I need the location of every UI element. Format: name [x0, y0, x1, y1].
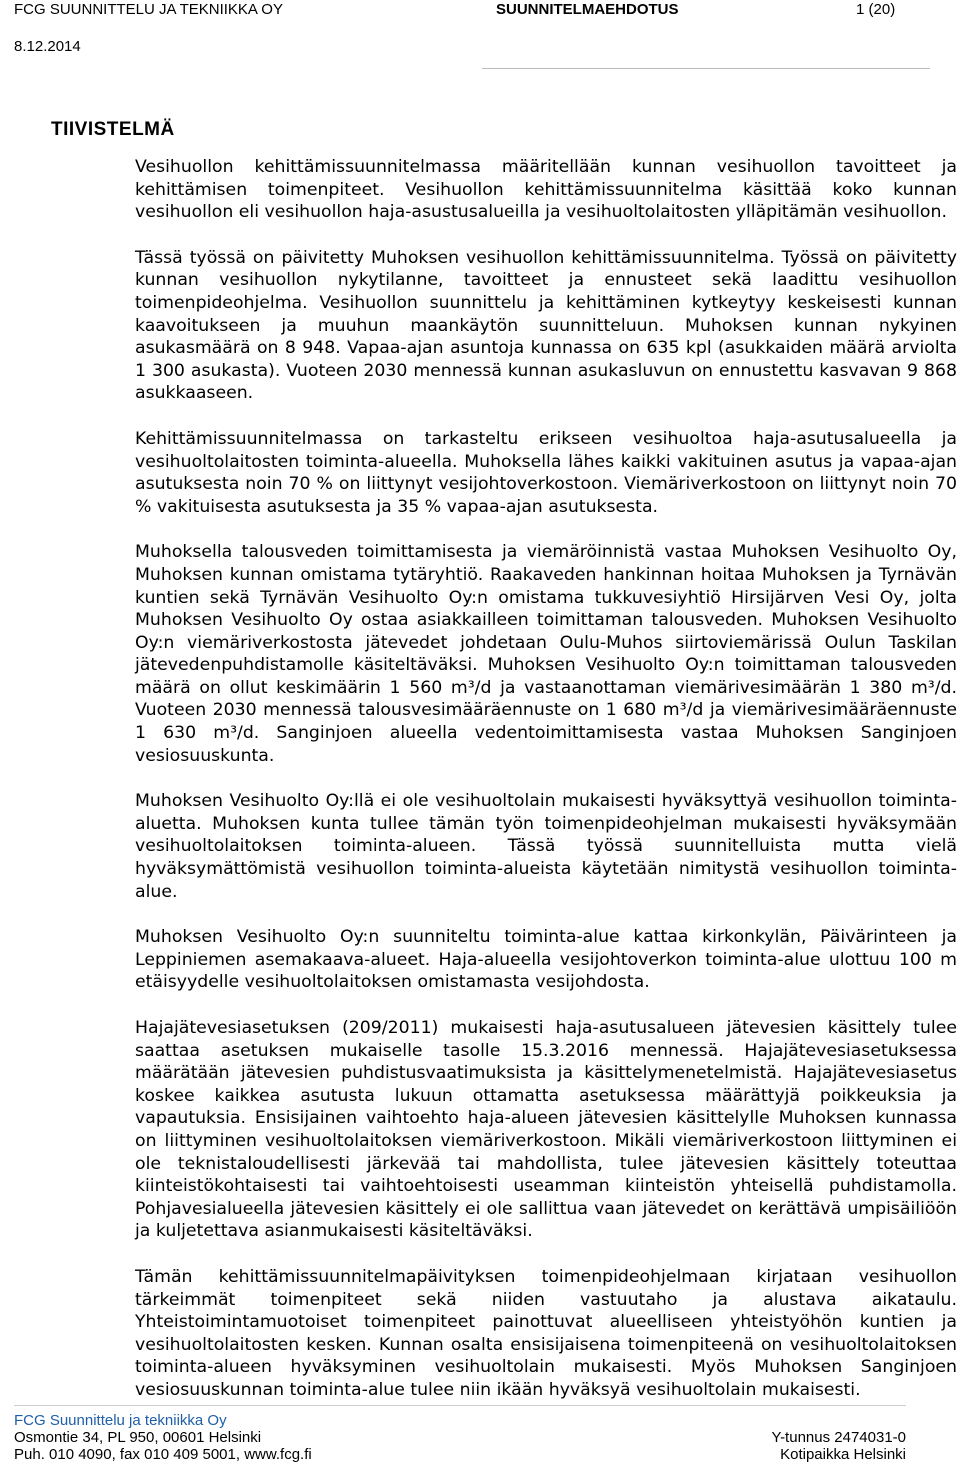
footer-divider — [14, 1405, 906, 1406]
footer-business-id: Y-tunnus 2474031-0 — [771, 1429, 906, 1446]
header-date: 8.12.2014 — [14, 38, 81, 55]
footer-address: Osmontie 34, PL 950, 00601 Helsinki — [14, 1429, 262, 1446]
paragraph: Tämän kehittämissuunnitelmapäivityksen toimenpideohjelmaan kirjataan vesihuollon tärkeimmät toimenpiteet sekä niiden vastuutaho ja alustava aikataulu. Yhteistoimintamuotoiset toimenpiteet painottuvat alueelliseen yhteistyöhön kuntien ja vesihuoltolaitosten kesken. Kunnan osalta ensisijaisena toimenpiteenä on vesihuoltolaitoksen toiminta-alueen hyväksyminen vesihuoltolain mukaisesti. Myös Muhoksen Sanginjoen vesiosuuskunnan toiminta-alue tulee niin ikään hyväksyä vesihuoltolain mukaisesti. — [135, 1266, 957, 1400]
paragraph: Hajajätevesiasetuksen (209/2011) mukaisesti haja-asutusalueen jätevesien käsittely tulee saattaa asetuksen mukaiselle tasolle 15.3.2016 mennessä. Hajajätevesiasetuksessa määrätään jätevesien puhdistusvaatimuksista ja käsittelymenetelmistä. Hajajätevesiasetus koskee kaikkea asutusta lukuun ottamatta asetuksessa määrättyjä poikkeuksia ja vapautuksia. Ensisijainen vaihtoehto haja-alueen jätevesien käsittelylle Muhoksen kunnassa on liittyminen vesihuoltolaitoksen viemäriverkostoon. Mikäli viemäriverkostoon liittyminen ei ole teknistaloudellisesti järkevää tai mahdollista, tulee jätevesien käsittely toteuttaa kiinteistökohtaisesti tai vaihtoehtoisesti useamman kiinteistön yhteisellä puhdistamolla. Pohjavesialueella jätevesien käsittely ei ole sallittua vaan jätevedet on kerättävä umpisäiliöön ja kuljetettava asianmukaisesti käsiteltäväksi. — [135, 1018, 957, 1242]
header-page-number: 1 (20) — [856, 1, 896, 18]
footer-domicile: Kotipaikka Helsinki — [780, 1446, 906, 1463]
section-heading: TIIVISTELMÄ — [51, 119, 175, 140]
paragraph: Muhoksella talousveden toimittamisesta ja viemäröinnistä vastaa Muhoksen Vesihuolto Oy, Muhoksen kunnan omistama tytäryhtiö. Raakaveden hankinnan hoitaa Muhoksen ja Tyrnävän kuntien sekä Tyrnävän Vesihuolto Oy:n omistama tukkuvesiyhtiö Hirsijärven Vesi Oy, jolta Muhoksen Vesihuolto Oy ostaa asiakkailleen toimittaman talousveden. Muhoksen Vesihuolto Oy:n viemäriverkostosta jätevedet johdetaan Oulu-Muhos siirtoviemärissä Oulun Taskilan jätevedenpuhdistamolle käsiteltäväksi. Muhoksen Vesihuolto Oy:n toimittaman talousveden määrä on ollut keskimäärin 1 560 m³/d ja vastaanottaman viemärivesimäärän 1 380 m³/d. Vuoteen 2030 mennessä talousvesimääräennuste on 1 680 m³/d ja viemärivesimääräennuste 1 630 m³/d. Sanginjoen alueella vedentoimittamisesta vastaa Muhoksen Sanginjoen vesiosuuskunta. — [135, 542, 957, 766]
paragraph: Kehittämissuunnitelmassa on tarkasteltu erikseen vesihuoltoa haja-asutusalueella ja vesihuoltolaitosten toiminta-alueella. Muhoksella lähes kaikki vakituinen asutus ja vapaa-ajan asutuksesta noin 70 % on liittynyt vesijohtoverkostoon. Viemäriverkostoon on liittynyt noin 70 % vakituisesta asutuksesta ja 35 % vapaa-ajan asutuksesta. — [135, 428, 957, 517]
paragraph: Tässä työssä on päivitetty Muhoksen vesihuollon kehittämissuunnitelma. Työssä on päivitetty kunnan vesihuollon nykytilanne, tavoitteet ja ennusteet sekä laadittu vesihuollon toimenpideohjelma. Vesihuollon suunnittelu ja kehittäminen kytkeytyy keskeisesti kunnan kaavoitukseen ja muuhun maankäytön suunnitteluun. Muhoksen kunnan nykyinen asukasmäärä on 8 948. Vapaa-ajan asuntoja kunnassa on 635 kpl (asukkaiden määrä arviolta 1 300 asukasta). Vuoteen 2030 mennessä kunnan asukasluvun on ennustettu kasvavan 9 868 asukkaaseen. — [135, 247, 957, 404]
document-body — [135, 156, 957, 1425]
footer-company: FCG Suunnittelu ja tekniikka Oy — [14, 1412, 227, 1429]
header-company: FCG SUUNNITTELU JA TEKNIIKKA OY — [14, 1, 283, 18]
footer-contact: Puh. 010 4090, fax 010 409 5001, www.fcg.fi — [14, 1446, 312, 1463]
header-divider — [482, 68, 930, 69]
paragraph: Muhoksen Vesihuolto Oy:llä ei ole vesihuoltolain mukaisesti hyväksyttyä vesihuollon toiminta-aluetta. Muhoksen kunta tullee tämän työn toimenpideohjelman mukaisesti hyväksymään vesihuoltolaitoksen toiminta-alueen. Tässä työssä suunnitelluista mutta vielä hyväksymättömistä vesihuollon toiminta-alueista käytetään nimitystä vesihuollon toiminta-alue. — [135, 791, 957, 902]
page-footer — [14, 1412, 906, 1463]
paragraph: Muhoksen Vesihuolto Oy:n suunniteltu toiminta-alue kattaa kirkonkylän, Päivärinteen ja Leppiniemen asemakaava-alueet. Haja-alueella vesijohtoverkon toiminta-alue ulottuu 100 m etäisyydelle vesihuoltolaitoksen omistamasta vesijohdosta. — [135, 927, 957, 993]
header-doc-type: SUUNNITELMAEHDOTUS — [496, 1, 679, 18]
paragraph: Vesihuollon kehittämissuunnitelmassa määritellään kunnan vesihuollon tavoitteet ja kehittämisen toimenpiteet. Vesihuollon kehittämissuunnitelma käsittää koko kunnan vesihuollon eli vesihuollon haja-asustusalueilla ja vesihuoltolaitosten ylläpitämän vesihuollon. — [135, 157, 957, 223]
